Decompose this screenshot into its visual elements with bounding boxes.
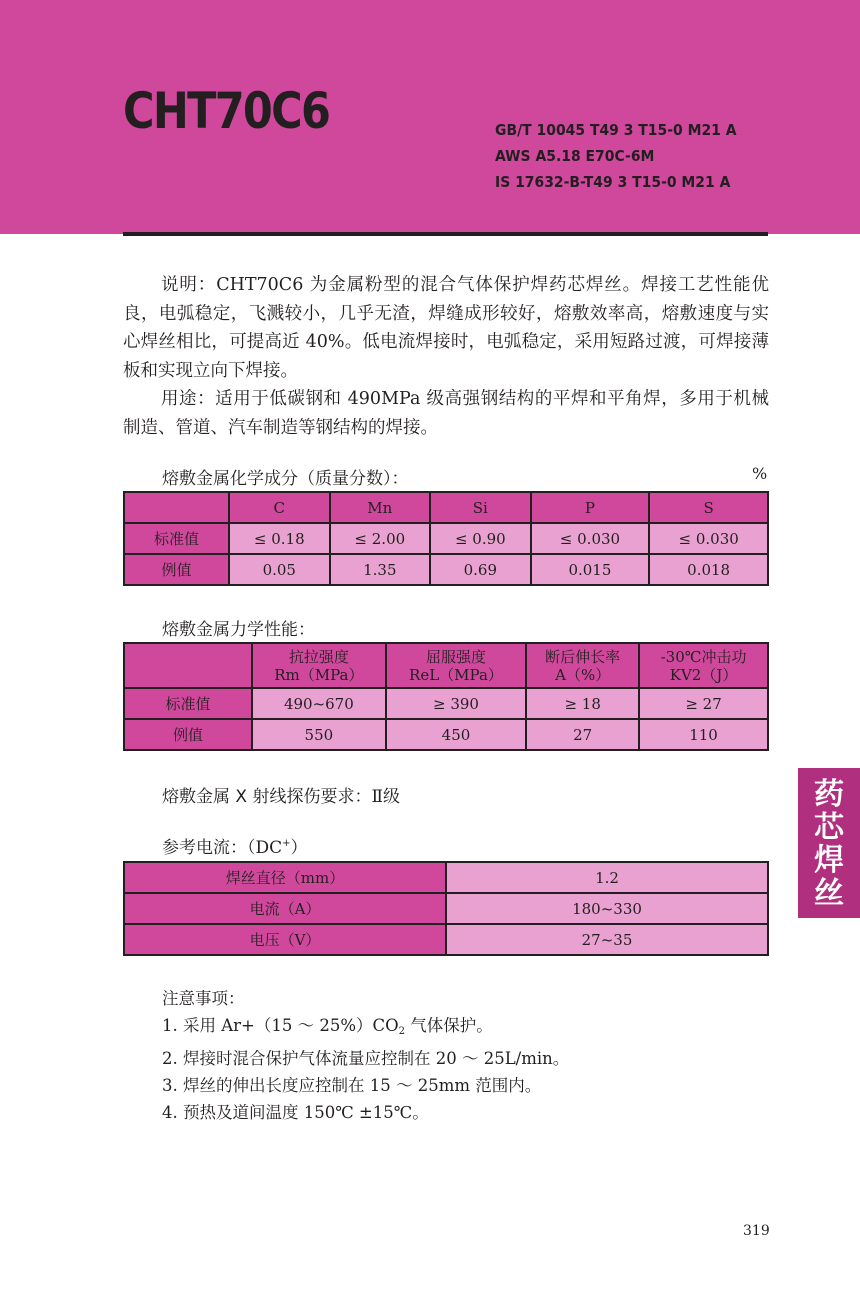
description-block bbox=[123, 271, 769, 442]
header-cell bbox=[124, 492, 229, 523]
table-cell: 27 bbox=[526, 719, 639, 750]
header-line: ReL（MPa） bbox=[409, 665, 503, 684]
current-type-sup: + bbox=[282, 838, 291, 849]
reference-current bbox=[162, 833, 308, 858]
table-row bbox=[124, 523, 768, 554]
standard-aws: AWS A5.18 E70C-6M bbox=[495, 147, 655, 165]
usage-paragraph bbox=[123, 385, 769, 442]
header-cell: Si bbox=[430, 492, 531, 523]
notes-title: 注意事项： bbox=[162, 989, 245, 1008]
table-row bbox=[124, 862, 768, 893]
note-item: 2. 焊接时混合保护气体流量应控制在 20 ～ 25L/min。 bbox=[162, 1049, 570, 1068]
category-side-tab bbox=[798, 768, 860, 918]
row-label: 标准值 bbox=[124, 523, 229, 554]
chemical-table bbox=[123, 491, 769, 586]
table-cell: 0.018 bbox=[649, 554, 768, 585]
xray-requirement bbox=[162, 782, 400, 807]
table-cell: 0.05 bbox=[229, 554, 330, 585]
table-cell: 550 bbox=[252, 719, 386, 750]
header-cell: P bbox=[531, 492, 650, 523]
note-item: 3. 焊丝的伸出长度应控制在 15 ～ 25mm 范围内。 bbox=[162, 1076, 542, 1095]
mechanical-title: 熔敷金属力学性能： bbox=[162, 620, 315, 640]
header-rule bbox=[123, 232, 768, 236]
page-number: 319 bbox=[743, 1223, 770, 1239]
side-tab-char: 焊 bbox=[814, 843, 844, 878]
header-cell: Mn bbox=[330, 492, 431, 523]
xray-label: 熔敷金属 X 射线探伤要求： bbox=[162, 787, 372, 807]
header-cell bbox=[386, 643, 526, 688]
header-line: 断后伸长率 bbox=[545, 647, 621, 666]
table-cell: 0.015 bbox=[531, 554, 650, 585]
side-tab-char: 药 bbox=[814, 777, 844, 812]
description-paragraph bbox=[123, 271, 769, 385]
current-type-pre: （DC bbox=[247, 838, 283, 858]
table-cell: 490~670 bbox=[252, 688, 386, 719]
table-cell: ≤ 2.00 bbox=[330, 523, 431, 554]
current-type-post: ） bbox=[290, 838, 308, 858]
row-label: 例值 bbox=[124, 719, 252, 750]
table-header-row bbox=[124, 643, 768, 688]
header-line: 屈服强度 bbox=[425, 647, 486, 666]
current-table bbox=[123, 861, 769, 956]
header-cell bbox=[252, 643, 386, 688]
table-cell: ≤ 0.030 bbox=[531, 523, 650, 554]
row-label: 电流（A） bbox=[124, 893, 446, 924]
table-cell: ≥ 390 bbox=[386, 688, 526, 719]
description-label: 说明： bbox=[161, 275, 217, 295]
table-row bbox=[124, 924, 768, 955]
table-cell: ≤ 0.18 bbox=[229, 523, 330, 554]
header-line: KV2（J） bbox=[669, 665, 738, 684]
table-row bbox=[124, 554, 768, 585]
note-item: 4. 预热及道间温度 150℃ ±15℃。 bbox=[162, 1103, 429, 1122]
table-cell: ≥ 27 bbox=[639, 688, 768, 719]
table-cell: ≥ 18 bbox=[526, 688, 639, 719]
standard-is: IS 17632-B-T49 3 T15-0 M21 A bbox=[495, 173, 731, 191]
chemical-title: 熔敷金属化学成分（质量分数）： bbox=[162, 469, 409, 489]
usage-text: 适用于低碳钢和 490MPa 级高强钢结构的平焊和平角焊，多用于机械制造、管道、汽车制造等钢结构的焊接。 bbox=[123, 389, 770, 438]
xray-value: Ⅱ级 bbox=[371, 787, 401, 807]
header-cell: S bbox=[649, 492, 768, 523]
table-cell: ≤ 0.030 bbox=[649, 523, 768, 554]
product-title: CHT70C6 bbox=[123, 82, 330, 140]
row-label: 例值 bbox=[124, 554, 229, 585]
standard-gb: GB/T 10045 T49 3 T15-0 M21 A bbox=[495, 121, 737, 139]
description-text: CHT70C6 为金属粉型的混合气体保护焊药芯焊丝。焊接工艺性能优良，电弧稳定，飞溅较小，几乎无渣，焊缝成形较好，熔敷效率高，熔敷速度与实心焊丝相比，可提高近 40%。低电流焊接时，电弧稳定，采用短路过渡，可焊接薄板和实现立向下焊接。 bbox=[123, 275, 769, 381]
current-label: 参考电流： bbox=[162, 838, 247, 858]
row-label: 焊丝直径（mm） bbox=[124, 862, 446, 893]
header-line: A（%） bbox=[555, 665, 611, 684]
header-cell bbox=[124, 643, 252, 688]
row-label: 电压（V） bbox=[124, 924, 446, 955]
note-item: 1. 采用 Ar+（15 ～ $25\%)CO_2$ 气体保护。 bbox=[162, 1016, 493, 1037]
standards-list bbox=[495, 117, 737, 195]
table-row bbox=[124, 893, 768, 924]
header-cell: C bbox=[229, 492, 330, 523]
header-cell bbox=[526, 643, 639, 688]
side-tab-char: 丝 bbox=[814, 876, 844, 911]
table-cell: 1.35 bbox=[330, 554, 431, 585]
table-cell: 110 bbox=[639, 719, 768, 750]
header-line: -30℃冲击功 bbox=[660, 647, 747, 666]
table-cell: 1.2 bbox=[446, 862, 768, 893]
mechanical-table bbox=[123, 642, 769, 751]
table-cell: 180~330 bbox=[446, 893, 768, 924]
table-row bbox=[124, 719, 768, 750]
header-line: 抗拉强度 bbox=[288, 647, 349, 666]
table-header-row bbox=[124, 492, 768, 523]
table-cell: 450 bbox=[386, 719, 526, 750]
table-row bbox=[124, 688, 768, 719]
header-cell bbox=[639, 643, 768, 688]
side-tab-char: 芯 bbox=[814, 810, 844, 845]
table-cell: ≤ 0.90 bbox=[430, 523, 531, 554]
row-label: 标准值 bbox=[124, 688, 252, 719]
chemical-unit: % bbox=[752, 464, 768, 483]
header-line: Rm（MPa） bbox=[274, 665, 364, 684]
table-cell: 27~35 bbox=[446, 924, 768, 955]
table-cell: 0.69 bbox=[430, 554, 531, 585]
usage-label: 用途： bbox=[161, 389, 216, 409]
notes-block bbox=[162, 985, 569, 1126]
